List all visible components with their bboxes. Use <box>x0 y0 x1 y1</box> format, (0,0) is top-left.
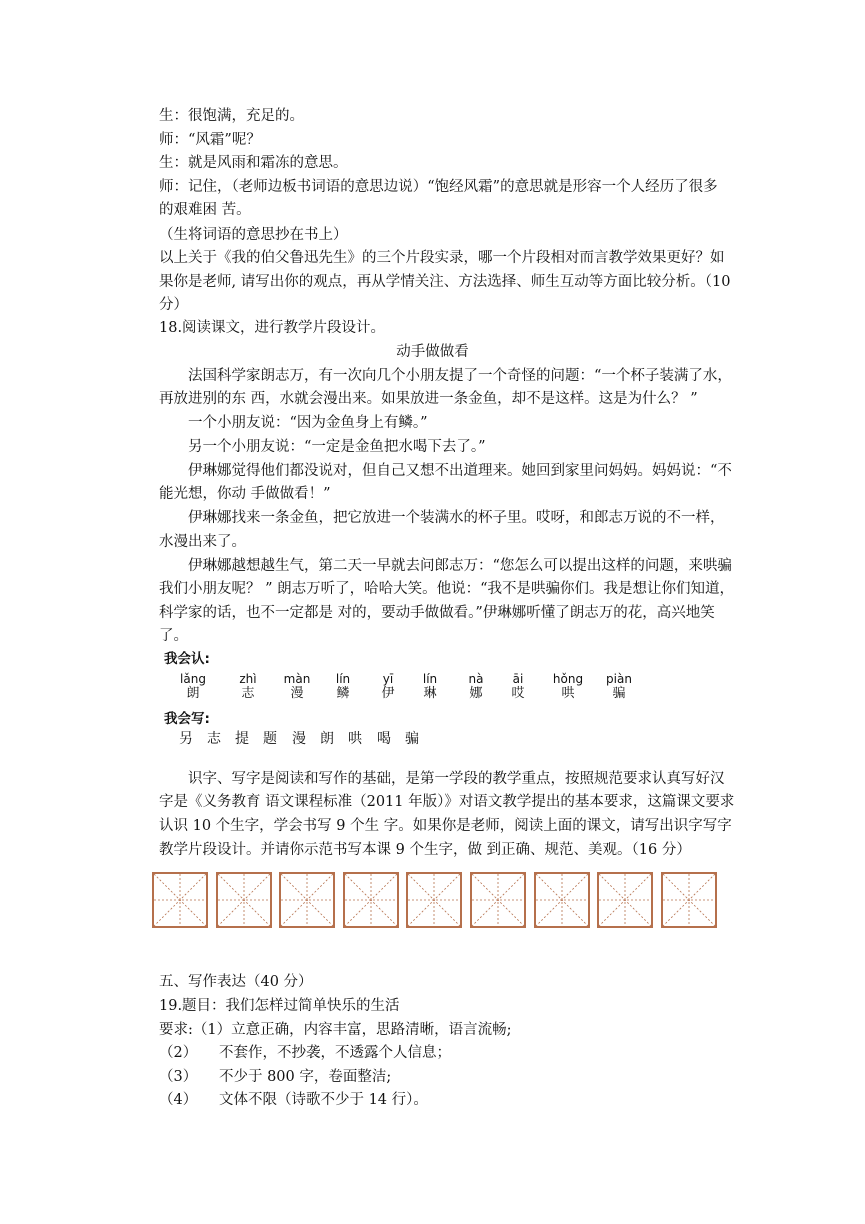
task-line: 认识 10 个生字，学会书写 9 个生 字。如果你是老师，阅读上面的课文，请写出识字写字 <box>159 818 732 834</box>
requirement-line: （3） 不少于 800 字，卷面整洁; <box>159 1069 392 1085</box>
requirement-line: （2） 不套作，不抄袭，不透露个人信息； <box>159 1045 451 1061</box>
write-char: 喝 <box>377 731 391 747</box>
writing-grid <box>0 872 865 932</box>
write-char: 另 <box>179 731 193 747</box>
section-5-heading: 五、写作表达（40 分） <box>159 974 313 990</box>
dialogue-line: 师：“风霜”呢？ <box>159 132 261 148</box>
recognize-pinyin-row <box>0 672 865 712</box>
pinyin-item: màn 漫 <box>283 672 311 701</box>
writing-cell[interactable] <box>470 872 526 928</box>
writing-cell[interactable] <box>343 872 399 928</box>
write-char: 骗 <box>405 731 419 747</box>
write-chars-row <box>0 729 865 751</box>
task-line: 字是《义务教育 语文课程标准（2011 年版）》对语文教学提出的基本要求，这篇课文要求 <box>159 794 735 810</box>
requirement-line: 要求:（1）立意正确，内容丰富，思路清晰，语言流畅; <box>159 1022 512 1038</box>
write-char: 朗 <box>320 731 334 747</box>
writing-cell[interactable] <box>152 872 208 928</box>
pinyin-item: lín 鳞 <box>335 672 351 701</box>
dialogue-line: 生：就是风雨和霜冻的意思。 <box>159 155 348 171</box>
pinyin-item: piàn 骗 <box>606 672 632 701</box>
write-char: 漫 <box>292 731 306 747</box>
writing-cell[interactable] <box>534 872 590 928</box>
pinyin-item: hǒng 哄 <box>552 672 584 701</box>
dialogue-line: 生：很饱满，充足的。 <box>159 108 304 124</box>
writing-cell[interactable] <box>216 872 272 928</box>
story-line: 一个小朋友说：“因为金鱼身上有鳞。” <box>188 415 428 431</box>
story-line: 科学家的话，也不一定都是 对的，要动手做做看。”伊琳娜听懂了朗志万的花，高兴地笑 <box>159 605 715 621</box>
write-char: 志 <box>207 731 221 747</box>
story-line: 伊琳娜觉得他们都没说对，但自己又想不出道理来。她回到家里问妈妈。妈妈说：“不 <box>188 463 732 479</box>
writing-cell[interactable] <box>661 872 717 928</box>
story-line: 伊琳娜越想越生气，第二天一早就去问郎志万：“您怎么可以提出这样的问题，来哄骗 <box>188 558 732 574</box>
story-title: 动手做做看 <box>396 344 469 360</box>
writing-cell[interactable] <box>279 872 335 928</box>
question-18-heading: 18.阅读课文，进行教学片段设计。 <box>159 320 386 336</box>
pinyin-item: nà 娜 <box>468 672 484 701</box>
pinyin-item: āi 哎 <box>511 672 525 701</box>
story-line: 水漫出来了。 <box>159 534 246 550</box>
pinyin-item: lǎng 朗 <box>180 672 206 701</box>
story-line: 法国科学家朗志万，有一次向几个小朋友提了一个奇怪的问题：“一个杯子装满了水， <box>188 368 732 384</box>
write-char: 哄 <box>348 731 362 747</box>
pinyin-item: zhì 志 <box>239 672 257 701</box>
writing-cell[interactable] <box>597 872 653 928</box>
story-line: 能光想，你动 手做做看！” <box>159 486 331 502</box>
write-char: 提 <box>235 731 249 747</box>
writing-topic: 19.题目：我们怎样过简单快乐的生活 <box>159 998 400 1014</box>
story-line: 另一个小朋友说：“一定是金鱼把水喝下去了。” <box>188 439 486 455</box>
story-line: 再放进别的东 西，水就会漫出来。如果放进一条金鱼，却不是这样。这是为什么？ ” <box>159 391 698 407</box>
question-line: 以上关于《我的伯父鲁迅先生》的三个片段实录，哪一个片段相对而言教学效果更好？如 <box>159 250 725 266</box>
dialogue-line: 师：记住，（老师边板书词语的意思边说）“饱经风霜”的意思就是形容一个人经历了很多 <box>159 179 718 195</box>
task-line: 教学片段设计。并请你示范书写本课 9 个生字，做 到正确、规范、美观。（16 分） <box>159 842 691 858</box>
story-line: 了。 <box>159 628 188 644</box>
dialogue-line: 的艰难困 苦。 <box>159 202 251 218</box>
story-line: 伊琳娜找来一条金鱼，把它放进一个装满水的杯子里。哎呀，和郎志万说的不一样， <box>188 510 725 526</box>
writing-cell[interactable] <box>406 872 462 928</box>
task-line: 识字、写字是阅读和写作的基础，是第一学段的教学重点，按照规范要求认真写好汉 <box>188 771 725 787</box>
write-char: 题 <box>263 731 277 747</box>
pinyin-item: lín 琳 <box>422 672 438 701</box>
write-label: 我会写: <box>164 711 210 727</box>
requirement-line: （4） 文体不限（诗歌不少于 14 行）。 <box>159 1092 428 1108</box>
pinyin-item: yī 伊 <box>381 672 395 701</box>
dialogue-line: （生将词语的意思抄在书上） <box>159 227 348 243</box>
story-line: 我们小朋友呢？ ” 朗志万听了，哈哈大笑。他说：“我不是哄骗你们。我是想让你们知道， <box>159 581 735 597</box>
question-line: 果你是老师, 请写出你的观点，再从学情关注、方法选择、师生互动等方面比较分析。（10 <box>159 274 731 290</box>
recognize-label: 我会认: <box>164 651 210 667</box>
question-line: 分） <box>159 297 188 313</box>
